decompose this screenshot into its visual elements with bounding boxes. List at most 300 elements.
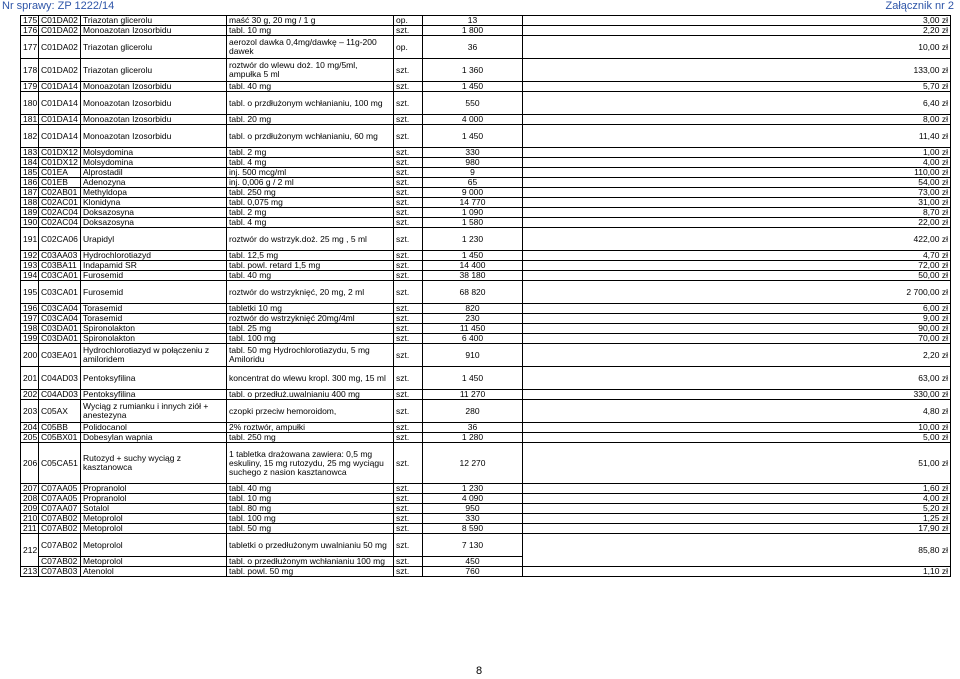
atc-code: C01DA02 xyxy=(39,16,81,26)
row-number: 204 xyxy=(21,423,39,433)
atc-code: C02AC01 xyxy=(39,198,81,208)
atc-code: C07AA07 xyxy=(39,504,81,514)
table-row xyxy=(21,188,951,198)
drug-name: Rutozyd + suchy wyciąg z kasztanowca xyxy=(81,443,227,484)
quantity: 13 xyxy=(423,16,523,26)
value: 51,00 zł xyxy=(523,443,951,484)
table-row xyxy=(21,228,951,251)
unit: szt. xyxy=(394,271,423,281)
atc-code: C07AB02 xyxy=(39,557,81,567)
quantity: 14 400 xyxy=(423,261,523,271)
table-row xyxy=(21,208,951,218)
drug-form: tabl. o przdłużonym wchłanianiu, 100 mg xyxy=(227,92,394,115)
drug-name: Pentoksyfilina xyxy=(81,367,227,390)
atc-code: C01DX12 xyxy=(39,158,81,168)
quantity: 7 130 xyxy=(423,534,523,557)
unit: szt. xyxy=(394,178,423,188)
unit: szt. xyxy=(394,59,423,82)
drug-form: tabl. 250 mg xyxy=(227,188,394,198)
row-number: 186 xyxy=(21,178,39,188)
value: 3,00 zł xyxy=(523,16,951,26)
unit: szt. xyxy=(394,218,423,228)
drug-name: Monoazotan Izosorbidu xyxy=(81,82,227,92)
table-row xyxy=(21,367,951,390)
drug-name: Propranolol xyxy=(81,494,227,504)
quantity: 36 xyxy=(423,423,523,433)
unit: szt. xyxy=(394,344,423,367)
quantity: 280 xyxy=(423,400,523,423)
row-number: 211 xyxy=(21,524,39,534)
page-number: 8 xyxy=(476,665,483,677)
atc-code: C01DA02 xyxy=(39,26,81,36)
drug-form: roztwór do wlewu doż. 10 mg/5ml, ampułka 5 ml xyxy=(227,59,394,82)
atc-code: C07AB02 xyxy=(39,514,81,524)
value: 90,00 zł xyxy=(523,324,951,334)
drug-name: Monoazotan Izosorbidu xyxy=(81,125,227,148)
value: 133,00 zł xyxy=(523,59,951,82)
drug-form: roztwór do wstrzyknięć, 20 mg, 2 ml xyxy=(227,281,394,304)
value: 73,00 zł xyxy=(523,188,951,198)
row-number: 175 xyxy=(21,16,39,26)
drug-form: tabl. o przedłuż.uwalnianiu 400 mg xyxy=(227,390,394,400)
drug-name: Torasemid xyxy=(81,314,227,324)
unit: szt. xyxy=(394,324,423,334)
value: 31,00 zł xyxy=(523,198,951,208)
atc-code: C05BX01 xyxy=(39,433,81,443)
drug-name: Monoazotan Izosorbidu xyxy=(81,92,227,115)
quantity: 820 xyxy=(423,304,523,314)
attachment-label: Załącznik nr 2 xyxy=(885,0,954,12)
row-number: 194 xyxy=(21,271,39,281)
drug-form: tabl. powl. 50 mg xyxy=(227,567,394,577)
atc-code: C07AB02 xyxy=(39,524,81,534)
drug-form: aerozol dawka 0,4mg/dawkę – 11g-200 dawek xyxy=(227,36,394,59)
row-number: 184 xyxy=(21,158,39,168)
atc-code: C03CA04 xyxy=(39,314,81,324)
quantity: 330 xyxy=(423,148,523,158)
unit: szt. xyxy=(394,188,423,198)
atc-code: C02AB01 xyxy=(39,188,81,198)
unit: szt. xyxy=(394,304,423,314)
value: 1,00 zł xyxy=(523,148,951,158)
unit: szt. xyxy=(394,400,423,423)
unit: szt. xyxy=(394,228,423,251)
unit: szt. xyxy=(394,148,423,158)
drug-form: tabl. 40 mg xyxy=(227,271,394,281)
page-header xyxy=(0,0,960,13)
atc-code: C03CA01 xyxy=(39,281,81,304)
atc-code: C03AA03 xyxy=(39,251,81,261)
drug-form: maść 30 g, 20 mg / 1 g xyxy=(227,16,394,26)
drug-form: roztwór do wstrzyknięć 20mg/4ml xyxy=(227,314,394,324)
row-number: 178 xyxy=(21,59,39,82)
quantity: 1 090 xyxy=(423,208,523,218)
table-row xyxy=(21,158,951,168)
table-row xyxy=(21,218,951,228)
drug-form: tabl. 100 mg xyxy=(227,514,394,524)
atc-code: C07AB03 xyxy=(39,567,81,577)
quantity: 760 xyxy=(423,567,523,577)
drug-form: tabl. o przedłużonym wchłanianiu 100 mg xyxy=(227,557,394,567)
row-number: 190 xyxy=(21,218,39,228)
row-number: 191 xyxy=(21,228,39,251)
unit: szt. xyxy=(394,168,423,178)
quantity: 450 xyxy=(423,557,523,567)
value: 9,00 zł xyxy=(523,314,951,324)
unit: szt. xyxy=(394,334,423,344)
table-row xyxy=(21,168,951,178)
atc-code: C04AD03 xyxy=(39,390,81,400)
value: 11,40 zł xyxy=(523,125,951,148)
drug-name: Hydrochlorotiazyd xyxy=(81,251,227,261)
value: 22,00 zł xyxy=(523,218,951,228)
drug-name: Methyldopa xyxy=(81,188,227,198)
drug-name: Spironolakton xyxy=(81,334,227,344)
table-row xyxy=(21,82,951,92)
row-number: 200 xyxy=(21,344,39,367)
row-number: 177 xyxy=(21,36,39,59)
unit: szt. xyxy=(394,567,423,577)
value: 422,00 zł xyxy=(523,228,951,251)
table-row xyxy=(21,304,951,314)
row-number: 192 xyxy=(21,251,39,261)
table-row xyxy=(21,504,951,514)
drug-name: Alprostadil xyxy=(81,168,227,178)
value: 85,80 zł xyxy=(523,534,951,567)
row-number: 208 xyxy=(21,494,39,504)
drug-name: Sotalol xyxy=(81,504,227,514)
atc-code: C01DA02 xyxy=(39,36,81,59)
drug-form: tabl. 50 mg xyxy=(227,524,394,534)
table-row xyxy=(21,271,951,281)
unit: szt. xyxy=(394,484,423,494)
drug-form: tabl. 4 mg xyxy=(227,158,394,168)
drug-form: czopki przeciw hemoroidom, xyxy=(227,400,394,423)
drug-form: tabl. o przdłużonym wchłanianiu, 60 mg xyxy=(227,125,394,148)
atc-code: C05BB xyxy=(39,423,81,433)
table-row xyxy=(21,494,951,504)
unit: szt. xyxy=(394,208,423,218)
quantity: 68 820 xyxy=(423,281,523,304)
atc-code: C07AB02 xyxy=(39,534,81,557)
row-number: 180 xyxy=(21,92,39,115)
value: 10,00 zł xyxy=(523,423,951,433)
drug-form: tabl. powl. retard 1,5 mg xyxy=(227,261,394,271)
value: 330,00 zł xyxy=(523,390,951,400)
quantity: 6 400 xyxy=(423,334,523,344)
quantity: 9 000 xyxy=(423,188,523,198)
row-number: 202 xyxy=(21,390,39,400)
drug-name: Wyciąg z rumianku i innych ziół + anestezyna xyxy=(81,400,227,423)
drug-name: Triazotan glicerolu xyxy=(81,59,227,82)
drug-name: Propranolol xyxy=(81,484,227,494)
value: 4,80 zł xyxy=(523,400,951,423)
unit: szt. xyxy=(394,125,423,148)
table-row xyxy=(21,26,951,36)
drug-form: tabl. 40 mg xyxy=(227,82,394,92)
atc-code: C05CA51 xyxy=(39,443,81,484)
unit: szt. xyxy=(394,367,423,390)
table-row xyxy=(21,314,951,324)
row-number: 189 xyxy=(21,208,39,218)
drug-form: tabl. 25 mg xyxy=(227,324,394,334)
quantity: 14 770 xyxy=(423,198,523,208)
drug-name: Metoprolol xyxy=(81,557,227,567)
atc-code: C01DA02 xyxy=(39,59,81,82)
value: 10,00 zł xyxy=(523,36,951,59)
drug-form: tabl. 12,5 mg xyxy=(227,251,394,261)
unit: szt. xyxy=(394,534,423,557)
quantity: 1 230 xyxy=(423,484,523,494)
row-number: 197 xyxy=(21,314,39,324)
atc-code: C07AA05 xyxy=(39,484,81,494)
drug-form: tabl. 0,075 mg xyxy=(227,198,394,208)
drug-form: roztwór do wstrzyk.doż. 25 mg , 5 ml xyxy=(227,228,394,251)
atc-code: C03CA01 xyxy=(39,271,81,281)
unit: szt. xyxy=(394,251,423,261)
unit: szt. xyxy=(394,158,423,168)
drug-name: Metoprolol xyxy=(81,524,227,534)
table-row xyxy=(21,148,951,158)
unit: szt. xyxy=(394,514,423,524)
quantity: 8 590 xyxy=(423,524,523,534)
value: 8,70 zł xyxy=(523,208,951,218)
quantity: 1 450 xyxy=(423,251,523,261)
quantity: 1 230 xyxy=(423,228,523,251)
drug-name: Polidocanol xyxy=(81,423,227,433)
drug-name: Molsydomina xyxy=(81,148,227,158)
drug-table-body xyxy=(21,16,951,577)
table-row xyxy=(21,433,951,443)
drug-name: Triazotan glicerolu xyxy=(81,16,227,26)
row-number: 193 xyxy=(21,261,39,271)
drug-form: inj. 0,006 g / 2 ml xyxy=(227,178,394,188)
atc-code: C02CA06 xyxy=(39,228,81,251)
row-number: 206 xyxy=(21,443,39,484)
value: 1,25 zł xyxy=(523,514,951,524)
value: 2,20 zł xyxy=(523,26,951,36)
quantity: 950 xyxy=(423,504,523,514)
atc-code: C02AC04 xyxy=(39,218,81,228)
drug-form: tabletki 10 mg xyxy=(227,304,394,314)
quantity: 980 xyxy=(423,158,523,168)
value: 17,90 zł xyxy=(523,524,951,534)
row-number: 179 xyxy=(21,82,39,92)
atc-code: C01DA14 xyxy=(39,125,81,148)
drug-form: koncentrat do wlewu kropl. 300 mg, 15 ml xyxy=(227,367,394,390)
quantity: 1 450 xyxy=(423,82,523,92)
unit: szt. xyxy=(394,504,423,514)
value: 54,00 zł xyxy=(523,178,951,188)
value: 4,70 zł xyxy=(523,251,951,261)
unit: szt. xyxy=(394,198,423,208)
row-number: 205 xyxy=(21,433,39,443)
row-number: 181 xyxy=(21,115,39,125)
table-row xyxy=(21,344,951,367)
drug-form: tabl. 10 mg xyxy=(227,494,394,504)
value: 1,60 zł xyxy=(523,484,951,494)
quantity: 11 270 xyxy=(423,390,523,400)
row-number: 176 xyxy=(21,26,39,36)
atc-code: C03BA11 xyxy=(39,261,81,271)
drug-name: Furosemid xyxy=(81,271,227,281)
atc-code: C01DA14 xyxy=(39,82,81,92)
unit: szt. xyxy=(394,443,423,484)
quantity: 910 xyxy=(423,344,523,367)
row-number: 209 xyxy=(21,504,39,514)
table-row xyxy=(21,281,951,304)
drug-name: Urapidyl xyxy=(81,228,227,251)
drug-name: Furosemid xyxy=(81,281,227,304)
drug-name: Monoazotan Izosorbidu xyxy=(81,26,227,36)
value: 5,20 zł xyxy=(523,504,951,514)
drug-form: tabl. 20 mg xyxy=(227,115,394,125)
unit: op. xyxy=(394,16,423,26)
drug-form: 1 tabletka drażowana zawiera: 0,5 mg eskuliny, 15 mg rutozydu, 25 mg wyciągu suchego z nasion kasztanowca xyxy=(227,443,394,484)
quantity: 1 450 xyxy=(423,125,523,148)
quantity: 230 xyxy=(423,314,523,324)
atc-code: C02AC04 xyxy=(39,208,81,218)
atc-code: C07AA05 xyxy=(39,494,81,504)
atc-code: C01EA xyxy=(39,168,81,178)
value: 2 700,00 zł xyxy=(523,281,951,304)
table-row xyxy=(21,324,951,334)
value: 4,00 zł xyxy=(523,158,951,168)
value: 110,00 zł xyxy=(523,168,951,178)
quantity: 1 280 xyxy=(423,433,523,443)
row-number: 195 xyxy=(21,281,39,304)
row-number: 199 xyxy=(21,334,39,344)
table-row xyxy=(21,400,951,423)
table-row xyxy=(21,16,951,26)
unit: szt. xyxy=(394,261,423,271)
value: 70,00 zł xyxy=(523,334,951,344)
drug-name: Metoprolol xyxy=(81,534,227,557)
unit: szt. xyxy=(394,423,423,433)
drug-name: Atenolol xyxy=(81,567,227,577)
drug-form: tabl. 40 mg xyxy=(227,484,394,494)
value: 1,10 zł xyxy=(523,567,951,577)
quantity: 1 360 xyxy=(423,59,523,82)
table-row xyxy=(21,334,951,344)
value: 4,00 zł xyxy=(523,494,951,504)
drug-name: Adenozyna xyxy=(81,178,227,188)
drug-name: Doksazosyna xyxy=(81,218,227,228)
table-row xyxy=(21,59,951,82)
drug-name: Monoazotan Izosorbidu xyxy=(81,115,227,125)
quantity: 38 180 xyxy=(423,271,523,281)
drug-name: Metoprolol xyxy=(81,514,227,524)
atc-code: C01DA14 xyxy=(39,115,81,125)
value: 6,40 zł xyxy=(523,92,951,115)
table-row xyxy=(21,484,951,494)
atc-code: C01DA14 xyxy=(39,92,81,115)
drug-form: tabl. 250 mg xyxy=(227,433,394,443)
row-number: 198 xyxy=(21,324,39,334)
unit: szt. xyxy=(394,390,423,400)
quantity: 9 xyxy=(423,168,523,178)
row-number: 210 xyxy=(21,514,39,524)
value: 6,00 zł xyxy=(523,304,951,314)
table-row xyxy=(21,567,951,577)
atc-code: C03EA01 xyxy=(39,344,81,367)
table-row xyxy=(21,534,951,557)
unit: szt. xyxy=(394,433,423,443)
row-number: 201 xyxy=(21,367,39,390)
table-row xyxy=(21,198,951,208)
row-number: 196 xyxy=(21,304,39,314)
table-row xyxy=(21,92,951,115)
row-number: 187 xyxy=(21,188,39,198)
row-number: 207 xyxy=(21,484,39,494)
drug-form: tabl. 2 mg xyxy=(227,148,394,158)
quantity: 12 270 xyxy=(423,443,523,484)
unit: szt. xyxy=(394,524,423,534)
drug-form: tabl. 50 mg Hydrochlorotiazydu, 5 mg Amiloridu xyxy=(227,344,394,367)
value: 50,00 zł xyxy=(523,271,951,281)
drug-name: Hydrochlorotiazyd w połączeniu z amiloridem xyxy=(81,344,227,367)
table-row xyxy=(21,115,951,125)
atc-code: C03CA04 xyxy=(39,304,81,314)
drug-form: inj. 500 mcg/ml xyxy=(227,168,394,178)
atc-code: C01EB xyxy=(39,178,81,188)
drug-table xyxy=(20,15,951,577)
unit: szt. xyxy=(394,314,423,324)
table-row xyxy=(21,261,951,271)
row-number: 185 xyxy=(21,168,39,178)
value: 5,00 zł xyxy=(523,433,951,443)
quantity: 36 xyxy=(423,36,523,59)
row-number: 183 xyxy=(21,148,39,158)
quantity: 11 450 xyxy=(423,324,523,334)
drug-name: Dobesylan wapnia xyxy=(81,433,227,443)
case-number: Nr sprawy: ZP 1222/14 xyxy=(2,0,115,12)
drug-form: tabl. 80 mg xyxy=(227,504,394,514)
quantity: 4 000 xyxy=(423,115,523,125)
atc-code: C03DA01 xyxy=(39,334,81,344)
table-row xyxy=(21,36,951,59)
table-row xyxy=(21,251,951,261)
drug-form: tabletki o przedłużonym uwalnianiu 50 mg xyxy=(227,534,394,557)
table-row xyxy=(21,524,951,534)
row-number: 213 xyxy=(21,567,39,577)
drug-name: Doksazosyna xyxy=(81,208,227,218)
table-row xyxy=(21,178,951,188)
unit: szt. xyxy=(394,82,423,92)
drug-name: Triazotan glicerolu xyxy=(81,36,227,59)
drug-name: Klonidyna xyxy=(81,198,227,208)
drug-name: Torasemid xyxy=(81,304,227,314)
unit: szt. xyxy=(394,494,423,504)
drug-form: tabl. 2 mg xyxy=(227,208,394,218)
unit: szt. xyxy=(394,115,423,125)
drug-name: Spironolakton xyxy=(81,324,227,334)
unit: szt. xyxy=(394,26,423,36)
value: 5,70 zł xyxy=(523,82,951,92)
drug-name: Molsydomina xyxy=(81,158,227,168)
row-number: 212 xyxy=(21,534,39,567)
drug-form: tabl. 4 mg xyxy=(227,218,394,228)
drug-form: 2% roztwór, ampułki xyxy=(227,423,394,433)
row-number: 203 xyxy=(21,400,39,423)
quantity: 330 xyxy=(423,514,523,524)
atc-code: C01DX12 xyxy=(39,148,81,158)
drug-name: Indapamid SR xyxy=(81,261,227,271)
unit: szt. xyxy=(394,281,423,304)
quantity: 65 xyxy=(423,178,523,188)
table-row xyxy=(21,423,951,433)
atc-code: C03DA01 xyxy=(39,324,81,334)
